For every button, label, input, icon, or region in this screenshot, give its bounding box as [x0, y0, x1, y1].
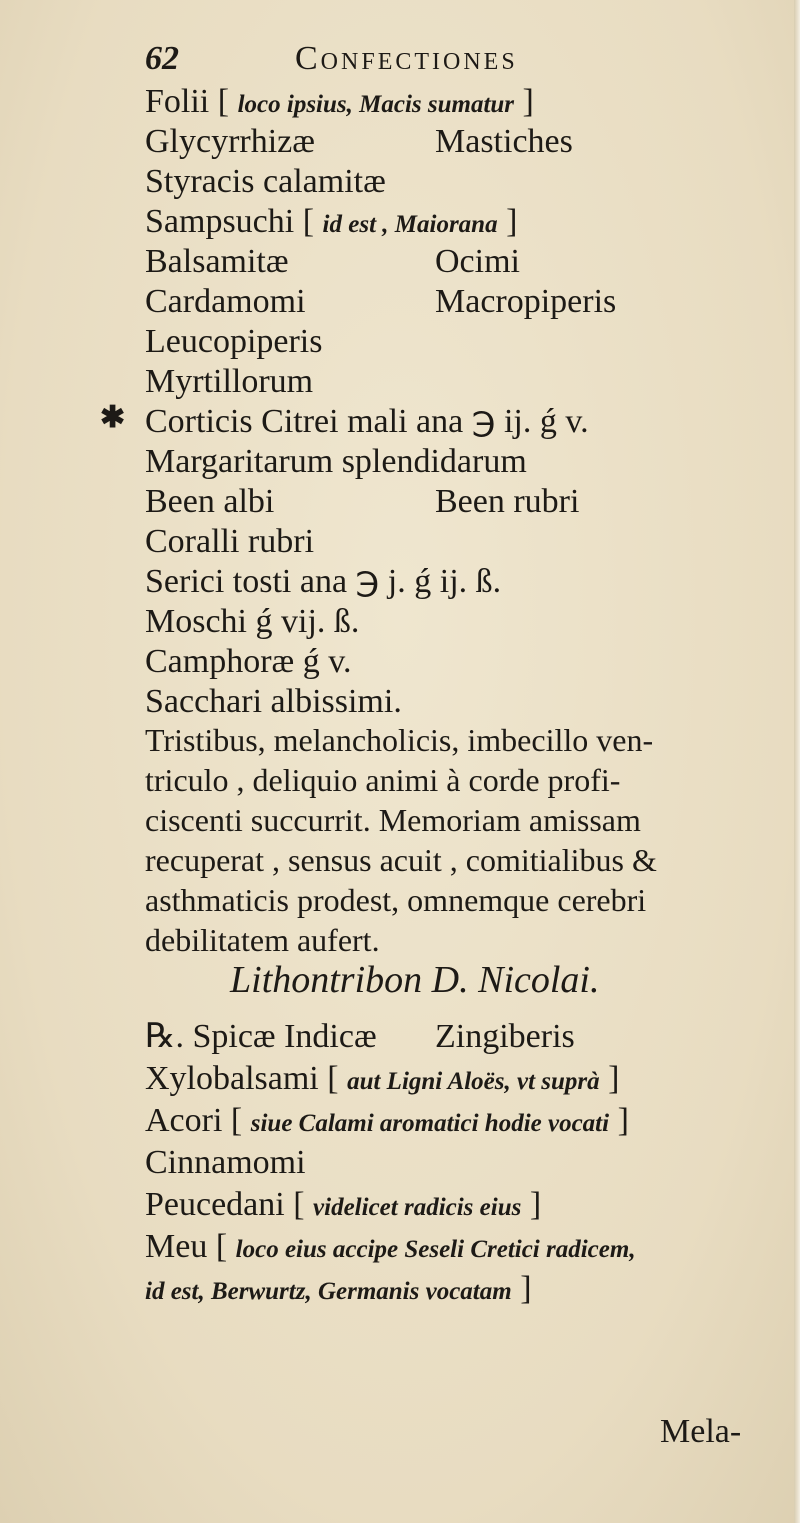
ingredient-line [145, 1267, 532, 1314]
ingredient-line [145, 520, 314, 564]
ingredient-name: Cinnamomi [145, 1144, 306, 1181]
ingredient-line [145, 240, 520, 284]
ingredient-name: Serici tosti ana ℈ j. ǵ ij. ß. [145, 563, 502, 600]
ingredient-line [145, 160, 386, 204]
ingredient-line [145, 1099, 629, 1146]
ingredient-line [145, 280, 617, 324]
ingredient-line [145, 1015, 575, 1059]
line-bracket-close: ] [609, 1102, 629, 1139]
line-text: Peucedani [ [145, 1186, 314, 1223]
ingredient-line [145, 480, 580, 524]
line-bracket-close: ] [511, 1270, 532, 1307]
ingredient-line [145, 640, 352, 684]
ingredient-name: Camphoræ ǵ v. [145, 643, 352, 680]
line-italic-note: id est, Berwurtz, Germanis vocatam [145, 1278, 512, 1305]
ingredient-line [145, 1141, 306, 1185]
ingredient-line [145, 440, 527, 484]
ingredient-line [145, 360, 313, 404]
paragraph-line: asthmaticis prodest, omnemque cerebri [145, 882, 647, 918]
line-text: Meu [ [145, 1228, 236, 1265]
running-title: Confectiones [295, 40, 518, 77]
ingredient-line [145, 400, 589, 444]
line-italic-note: id est , Maiorana [322, 211, 498, 238]
line-bracket-close: ] [514, 83, 534, 120]
ingredient-name: Corticis Citrei mali ana ℈ ij. ǵ v. [145, 403, 589, 440]
line-text: Sampsuchi [ [145, 203, 323, 240]
ingredient-name: Been albi [145, 483, 275, 520]
ingredient-line [145, 320, 323, 364]
ingredient-line [145, 1183, 541, 1230]
section-title: Lithontribon D. Nicolai. [230, 959, 600, 1001]
line-bracket-close: ] [599, 1060, 620, 1097]
marginal-star: ✱ [100, 401, 126, 434]
paragraph-line: recuperat , sensus acuit , comitialibus & [145, 842, 657, 878]
ingredient-line [145, 600, 359, 644]
ingredient-line [145, 120, 573, 164]
paragraph-line: ciscenti succurrit. Memoriam amissam [145, 802, 641, 838]
ingredient-name-second: Mastiches [435, 123, 573, 160]
ingredient-line [145, 560, 501, 604]
line-bracket-close: ] [497, 203, 518, 240]
line-italic-note: videlicet radicis eius [313, 1194, 522, 1221]
paragraph-line: debilitatem aufert. [145, 922, 380, 958]
ingredient-name-second: Macropiperis [435, 283, 617, 320]
ingredient-name: Myrtillorum [145, 363, 314, 400]
line-italic-note: loco eius accipe Seseli Cretici radicem, [235, 1236, 636, 1263]
ingredient-name: Balsamitæ [145, 243, 289, 280]
page-number: 62 [145, 40, 179, 77]
paragraph-line: triculo , deliquio animi à corde profi- [145, 762, 621, 798]
ingredient-name-second: Zingiberis [435, 1018, 575, 1055]
page-edge [794, 0, 800, 1523]
ingredient-name: Moschi ǵ vij. ß. [145, 603, 360, 640]
ingredient-name: Cardamomi [145, 283, 306, 320]
ingredient-name-second: Ocimi [435, 243, 520, 280]
line-text: Xylobalsami [ [145, 1060, 348, 1097]
ingredient-name: Coralli rubri [145, 523, 315, 560]
catchword: Mela- [660, 1413, 742, 1450]
paragraph-line: Tristibus, melancholicis, imbecillo ven- [145, 722, 654, 758]
ingredient-name: ℞. Spicæ Indicæ [145, 1018, 377, 1055]
line-bracket-close: ] [521, 1186, 542, 1223]
ingredient-line [145, 1225, 636, 1272]
line-text: Acori [ [145, 1102, 251, 1139]
ingredient-line [145, 1057, 620, 1104]
line-italic-note: aut Ligni Aloës, vt suprà [347, 1068, 600, 1095]
ingredient-name: Sacchari albissimi. [145, 683, 402, 720]
ingredient-name: Styracis calamitæ [145, 163, 386, 200]
line-italic-note: loco ipsius, Macis sumatur [237, 91, 515, 118]
line-italic-note: siue Calami aromatici hodie vocati [250, 1110, 610, 1137]
ingredient-name: Glycyrrhizæ [145, 123, 315, 160]
ingredient-name: Leucopiperis [145, 323, 323, 360]
line-text: Folii [ [145, 83, 238, 120]
ingredient-name-second: Been rubri [435, 483, 580, 520]
ingredient-name: Margaritarum splendidarum [145, 443, 527, 480]
